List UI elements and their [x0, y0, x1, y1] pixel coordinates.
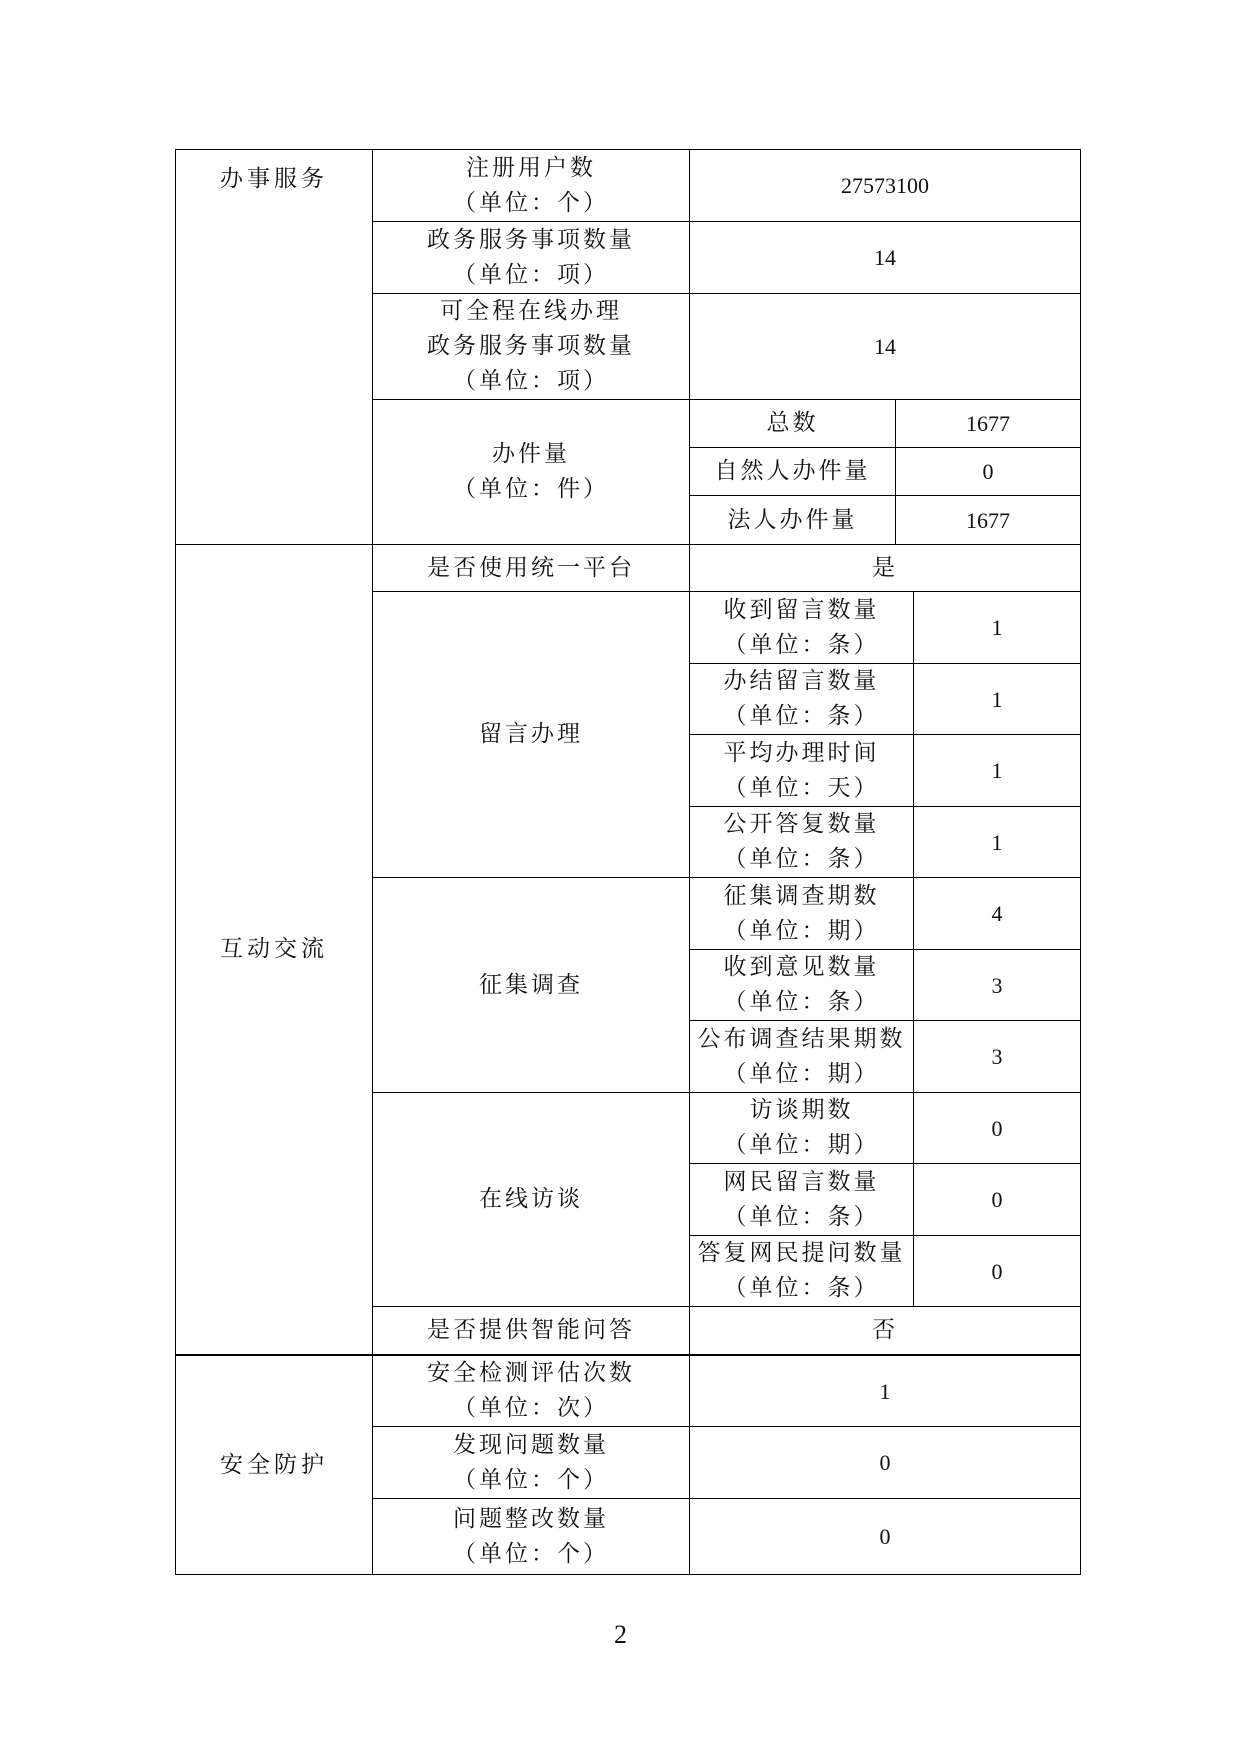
label-banjian: 办件量 （单位：件）: [453, 441, 609, 502]
value-security-checks: 1: [879, 1378, 891, 1404]
value-fangtan-replies: 0: [991, 1258, 1003, 1284]
value-fangtan-messages: 0: [991, 1187, 1003, 1212]
label-fangtan-messages: 网民留言数量 （单位：条）: [723, 1168, 880, 1230]
label-zhengji-opinions: 收到意见数量 （单位：条）: [723, 954, 880, 1015]
value-online-service-items: 14: [874, 334, 896, 359]
group-liuyan: 留言办理: [479, 721, 583, 747]
value-service-items: 14: [874, 245, 896, 270]
label-liuyan-avg-time: 平均办理时间 （单位：天）: [723, 739, 880, 801]
value-liuyan-closed: 1: [991, 686, 1003, 712]
category-banshi: [176, 150, 372, 544]
label-online-service-items: 可全程在线办理 政务服务事项数量 （单位：项）: [427, 298, 635, 394]
category-anquan: [176, 1356, 372, 1574]
value-registered-users: 27573100: [841, 173, 929, 198]
value-issues-fixed: 0: [879, 1524, 891, 1549]
label-registered-users: 注册用户数 （单位：个）: [453, 154, 609, 216]
value-zhengji-periods: 4: [991, 901, 1003, 926]
value-unified-platform: 是: [872, 554, 898, 581]
label-fangtan-replies: 答复网民提问数量 （单位：条）: [697, 1240, 906, 1301]
value-zhengji-results: 3: [991, 1044, 1003, 1069]
category-hudong: [176, 545, 372, 1354]
label-banjian-total: 总数: [766, 410, 819, 436]
category-label: 互动交流: [220, 936, 328, 962]
value-banjian-natural: 0: [982, 459, 994, 484]
label-unified-platform: 是否使用统一平台: [427, 554, 635, 581]
label-issues-found: 发现问题数量 （单位：个）: [453, 1431, 609, 1493]
page-number: 2: [614, 1620, 627, 1649]
label-banjian-legal: 法人办件量: [727, 506, 858, 533]
label-banjian-natural: 自然人办件量: [714, 458, 871, 484]
label-liuyan-public-reply: 公开答复数量 （单位：条）: [723, 811, 880, 872]
group-fangtan: 在线访谈: [479, 1186, 583, 1212]
value-smart-qa: 否: [872, 1317, 898, 1343]
value-banjian-total: 1677: [966, 411, 1010, 436]
label-smart-qa: 是否提供智能问答: [427, 1317, 635, 1343]
label-service-items: 政务服务事项数量 （单位：项）: [427, 226, 635, 288]
label-fangtan-periods: 访谈期数 （单位：期）: [723, 1097, 880, 1158]
label-issues-fixed: 问题整改数量 （单位：个）: [453, 1505, 609, 1567]
value-liuyan-received: 1: [991, 615, 1003, 640]
label-zhengji-periods: 征集调查期数 （单位：期）: [723, 882, 880, 944]
value-issues-found: 0: [879, 1450, 891, 1475]
group-zhengji: 征集调查: [479, 971, 583, 998]
value-zhengji-opinions: 3: [991, 972, 1003, 998]
value-fangtan-periods: 0: [991, 1115, 1003, 1141]
label-liuyan-closed: 办结留言数量 （单位：条）: [723, 668, 880, 729]
label-security-checks: 安全检测评估次数 （单位：次）: [427, 1360, 635, 1421]
value-liuyan-public-reply: 1: [991, 829, 1003, 855]
label-zhengji-results: 公布调查结果期数 （单位：期）: [697, 1025, 906, 1087]
label-liuyan-received: 收到留言数量 （单位：条）: [723, 596, 880, 658]
category-label: 安全防护: [220, 1451, 328, 1478]
value-liuyan-avg-time: 1: [991, 758, 1003, 783]
value-banjian-legal: 1677: [966, 507, 1010, 533]
category-label: 办事服务: [220, 166, 328, 192]
